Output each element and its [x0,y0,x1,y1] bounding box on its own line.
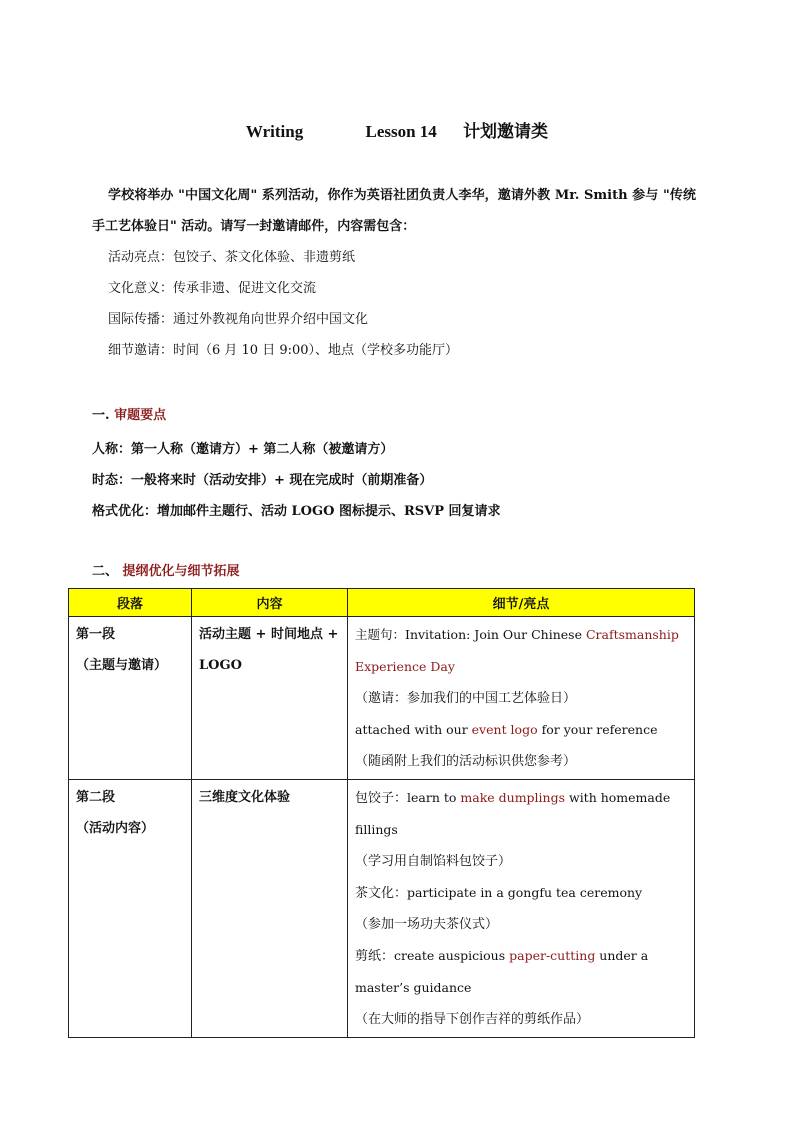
detail-translation: （参加一场功夫茶仪式） [355,917,499,932]
detail-translation: （学习用自制馅料包饺子） [355,854,512,869]
detail-highlight: make dumplings [460,790,566,805]
row1-content: 活动主题 + 时间地点 + LOGO [192,617,348,780]
detail-label: 包饺子： [355,791,408,806]
row2-paragraph: 第二段 [76,790,116,805]
intro-block [92,180,696,366]
section1-title: 审题要点 [114,408,167,423]
intro-point: 活动亮点：包饺子、茶文化体验、非遗剪纸 [108,250,356,265]
header-paragraph: 段落 [69,589,192,617]
row1-detail-a [355,619,687,683]
section1-number: 一. [92,408,110,423]
intro-point: 文化意义：传承非遗、促进文化交流 [108,281,317,296]
detail-text: with homemade fillings [355,790,671,837]
intro-point: 国际传播：通过外教视角向世界介绍中国文化 [108,312,369,327]
analysis-line: 时态：一般将来时（活动安排）+ 现在完成时（前期准备） [92,473,433,488]
table-row [69,617,695,780]
header-content: 内容 [192,589,348,617]
analysis-line: 格式优化：增加邮件主题行、活动 LOGO 图标提示、RSVP 回复请求 [92,504,501,519]
row1-paragraph-sub: （主题与邀请） [76,658,168,673]
detail-text: learn to [407,790,461,805]
row2-details [348,780,695,1038]
section1-heading [92,404,166,423]
row1-paragraph-cell [69,617,192,780]
detail-text: for your reference [537,722,658,737]
detail-text: create auspicious [394,948,510,963]
intro-prompt: 学校将举办 "中国文化周" 系列活动，你作为英语社团负责人李华，邀请外教 Mr. Smith 参与 "传统手工艺体验日" 活动。请写一封邀请邮件，内容需包含： [92,188,696,234]
title-topic: 计划邀请类 [463,122,549,141]
row2-paragraph-cell [69,780,192,1038]
row1-details [348,617,695,780]
outline-table [68,588,695,1038]
page-title [0,117,794,142]
header-details: 细节/亮点 [348,589,695,617]
title-writing: Writing [245,122,304,141]
detail-highlight: Craftsmanship Experience Day [355,627,679,674]
detail-text: participate in a gongfu tea ceremony [407,885,643,900]
detail-label: 剪纸： [355,949,395,964]
section2-heading [92,560,240,579]
detail-highlight: event logo [471,722,538,737]
row1-paragraph: 第一段 [76,627,116,642]
intro-point: 细节邀请：时间（6 月 10 日 9:00）、地点（学校多功能厅） [108,343,459,358]
detail-translation: （随函附上我们的活动标识供您参考） [355,754,577,769]
detail-text: 主题句：Invitation: Join Our Chinese [355,627,586,642]
detail-translation: （在大师的指导下创作吉祥的剪纸作品） [355,1012,590,1027]
table-row [69,780,695,1038]
table-header-row [69,589,695,617]
row2-detail-b [355,877,687,909]
section2-number: 二、 [92,564,119,579]
detail-label: 茶文化： [355,886,408,901]
analysis-line: 人称：第一人称（邀请方）+ 第二人称（被邀请方） [92,442,394,457]
detail-text: under a master’s guidance [355,948,649,995]
row2-detail-a [355,782,687,846]
row2-detail-c [355,940,687,1004]
section2-title: 提纲优化与细节拓展 [122,564,240,579]
detail-highlight: paper-cutting [509,948,596,963]
title-lesson: Lesson 14 [365,122,437,141]
detail-translation: （邀请：参加我们的中国工艺体验日） [355,691,577,706]
row1-detail-b [355,714,687,746]
row2-content: 三维度文化体验 [192,780,348,1038]
analysis-list [92,434,501,527]
detail-text: attached with our [355,722,472,737]
row2-paragraph-sub: （活动内容） [76,821,155,836]
